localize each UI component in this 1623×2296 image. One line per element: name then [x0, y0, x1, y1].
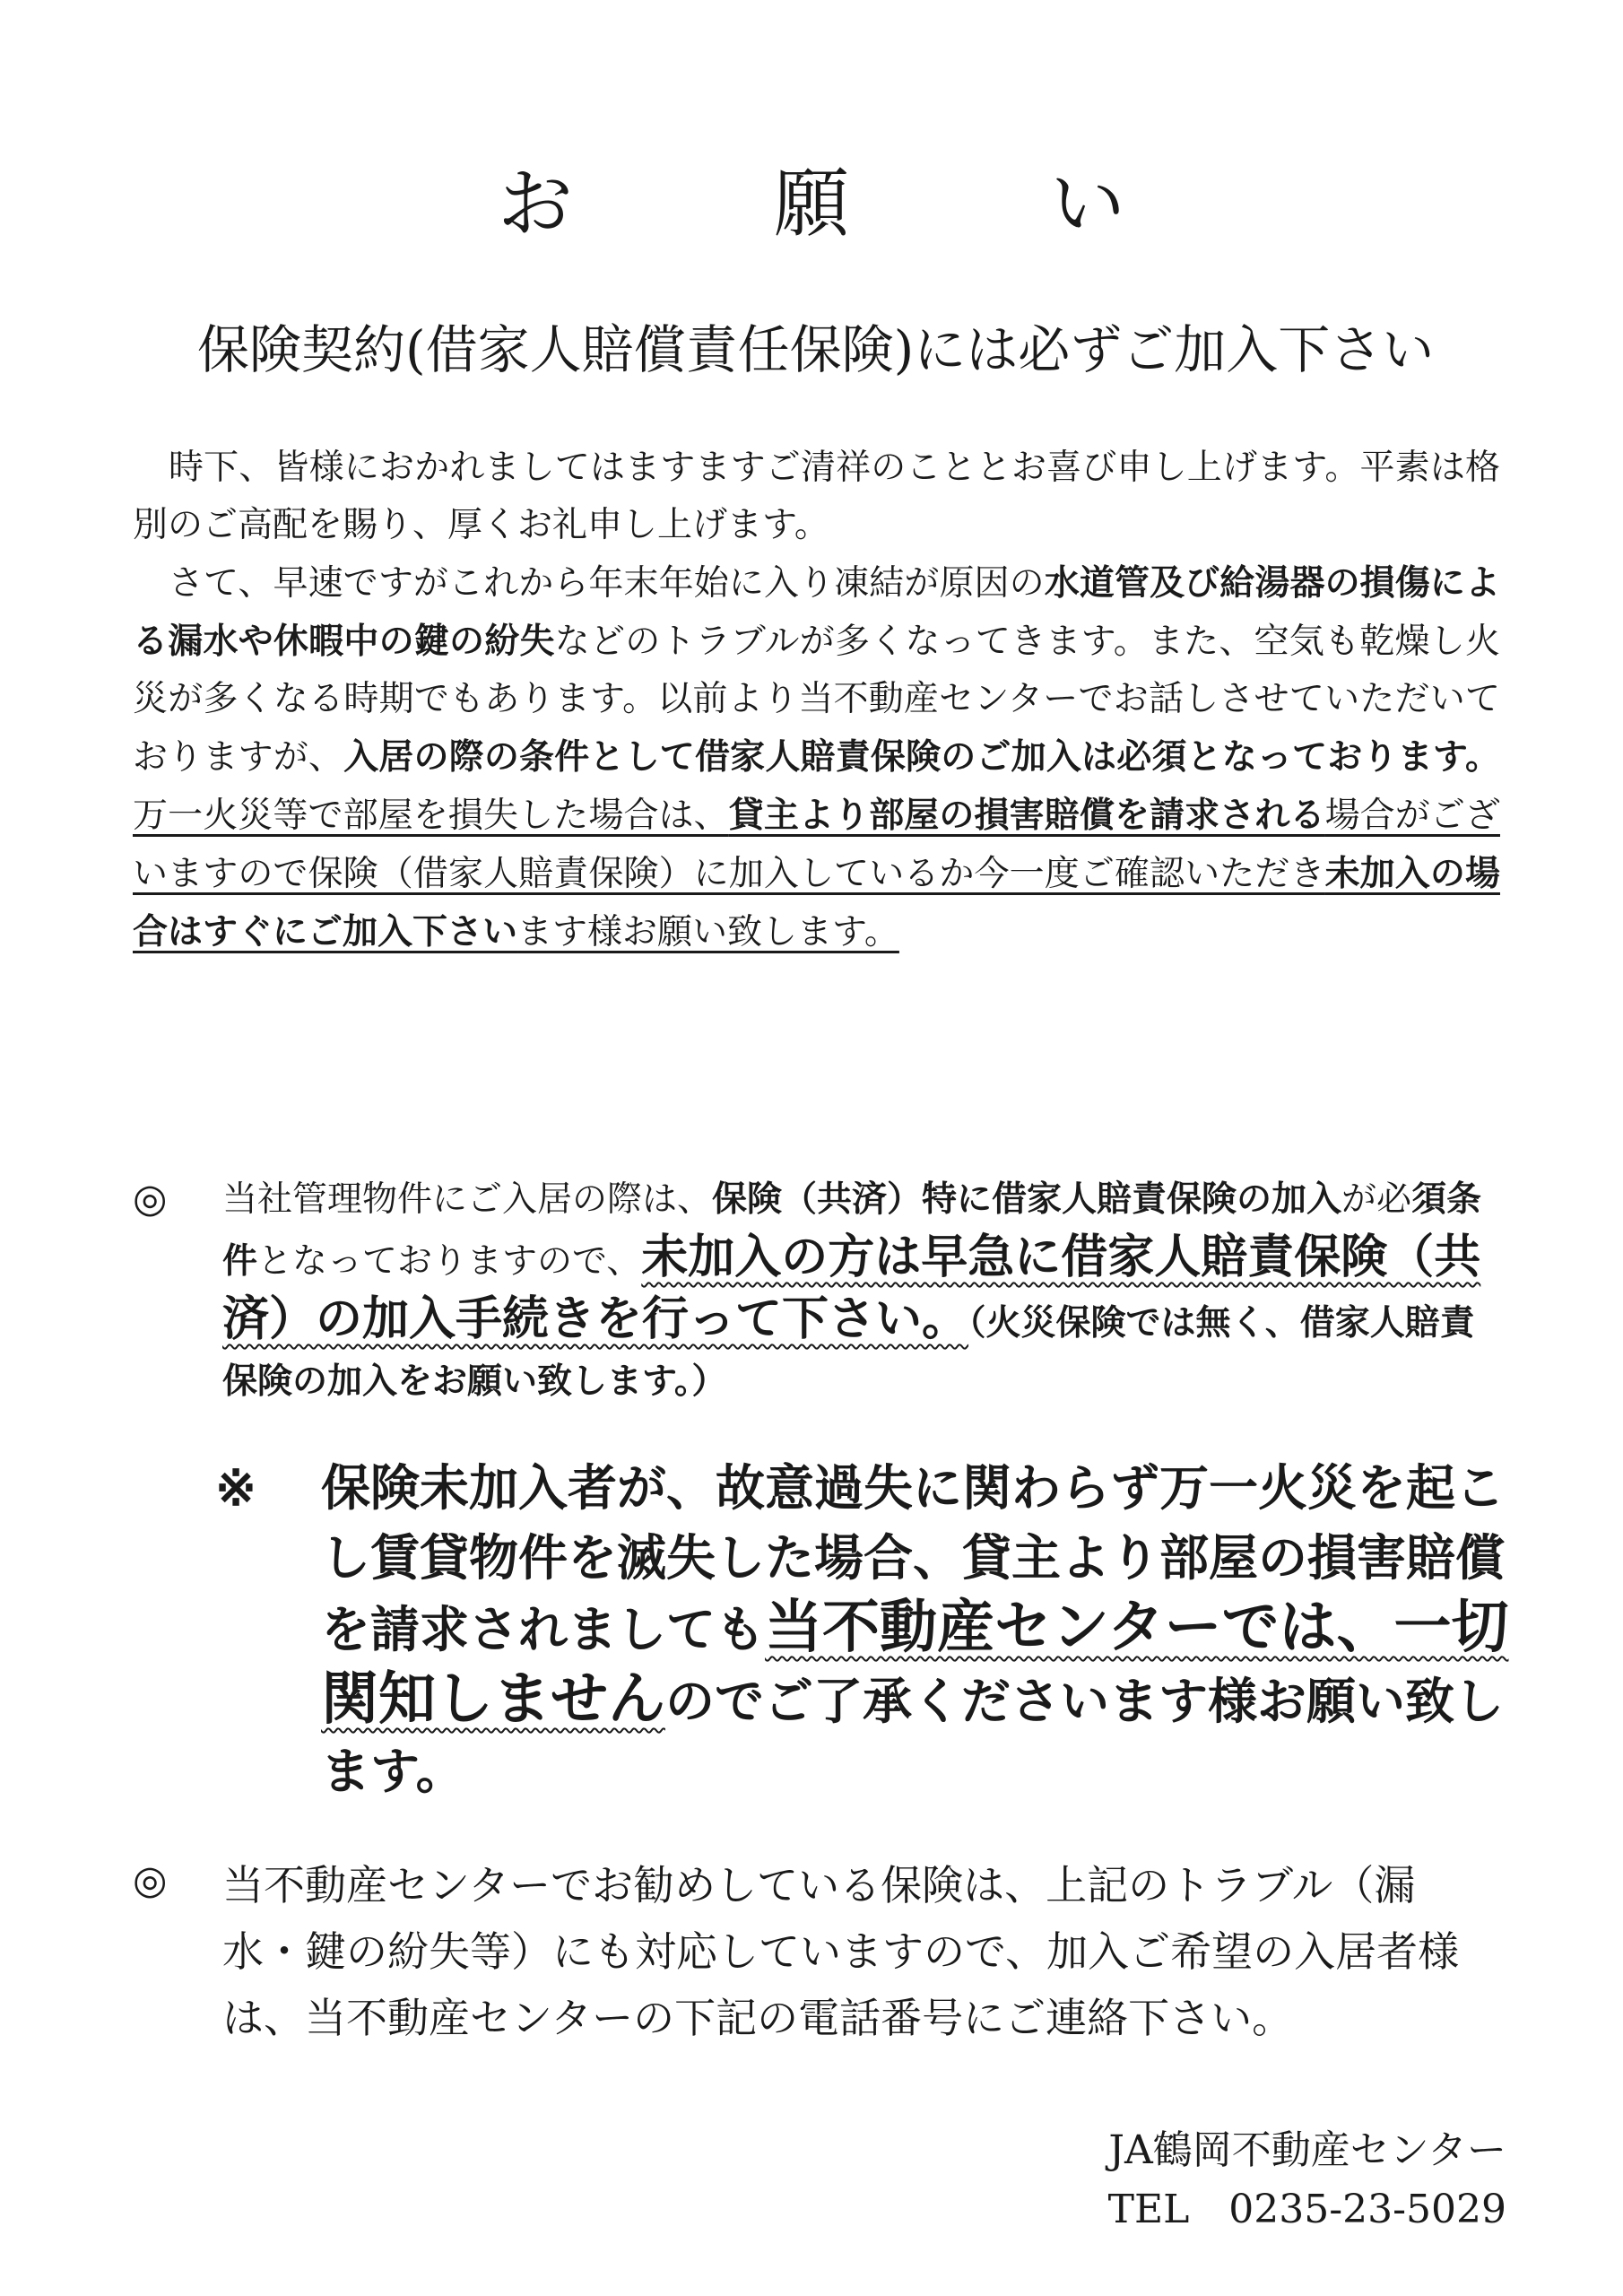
warning-text: 保険未加入者が、故意過失に関わらず万一火災を起こし賃貸物件を滅失した場合、貸主より部屋の損害賠償を請求されましても [321, 1458, 1506, 1658]
warning-text: のでご了承くださいます様お願い致します。 [321, 1672, 1505, 1800]
intro-underlined-text: ます様お願い致します。 [517, 912, 899, 952]
intro-text: などのトラブルが多くなってきます。また、空気も乾燥し火災が多くなる時期でもあります。以前より当不動産センターでお話しさせていただいておりますが、 [133, 622, 1500, 778]
section-recommendation-text: 当不動産センターでお勧めしている保険は、上記のトラブル（漏水・鍵の紛失等）にも対応していますので、加入ご希望の入居者様は、当不動産センターの下記の電話番号にご連絡下さい。 [222, 1861, 1460, 2042]
section-text: が必 [1341, 1179, 1412, 1220]
section-requirement-text [222, 1170, 1500, 1411]
intro-emphasis-damage: 水道管及び給湯器の損傷による漏水や休暇中の鍵の紛失 [133, 562, 1500, 662]
phone-number: TEL 0235-23-5029 [1107, 2187, 1506, 2232]
intro-paragraph-2 [133, 554, 1500, 961]
signature-block [986, 2121, 1506, 2239]
section-emphasis: 保険（共済）特に借家人賠責保険の加入 [712, 1178, 1342, 1220]
page-subtitle: 保険契約(借家人賠償責任保険)には必ずご加入下さい [197, 319, 1435, 380]
section-emphasis-large: 未加入の方は早急に借家人賠責保険（共済）の加入手続きを行って下さい。 [222, 1230, 1481, 1346]
intro-text: さて、早速ですがこれから年末年始に入り凍結が原因の [169, 563, 1045, 604]
intro-section [133, 439, 1500, 961]
intro-emphasis-join-now: 未加入の場合はすぐにご加入下さい [133, 853, 1500, 952]
intro-paragraph-1: 時下、皆様におかれましてはますますご清祥のこととお喜び申し上げます。平素は格別のご高配を賜り、厚くお礼申し上げます。 [133, 448, 1500, 545]
intro-underlined-text: 万一火災等で部屋を損失した場合は、 [133, 796, 729, 836]
reference-mark-icon: ※ [215, 1458, 257, 1517]
section-text: 当社管理物件にご入居の際は、 [222, 1179, 713, 1220]
section-emphasis: 須条件 [222, 1178, 1482, 1282]
section-note: （火災保険では無く、借家人賠責保険の加入をお願い致します。） [222, 1302, 1475, 1402]
intro-emphasis-requirement: 入居の際の条件として借家人賠責保険のご加入は必須となっております。 [343, 736, 1500, 778]
page-title: お 願 い [497, 160, 1188, 248]
warning-emphasis: 当不動産センターでは、一切関知しません [321, 1594, 1509, 1733]
intro-emphasis-claim: 貸主より部屋の損害賠償を請求される [728, 795, 1325, 836]
organization-name: JA鶴岡不動産センター [1108, 2127, 1506, 2173]
double-circle-icon: ◎ [133, 1857, 168, 1903]
section-text: となっておりますので、 [257, 1241, 642, 1282]
double-circle-icon: ◎ [133, 1176, 168, 1222]
intro-underlined-text: 場合がございますので保険（借家人賠責保険）に加入しているか今一度ご確認いただき [133, 796, 1500, 894]
warning-note-text [321, 1453, 1511, 1806]
